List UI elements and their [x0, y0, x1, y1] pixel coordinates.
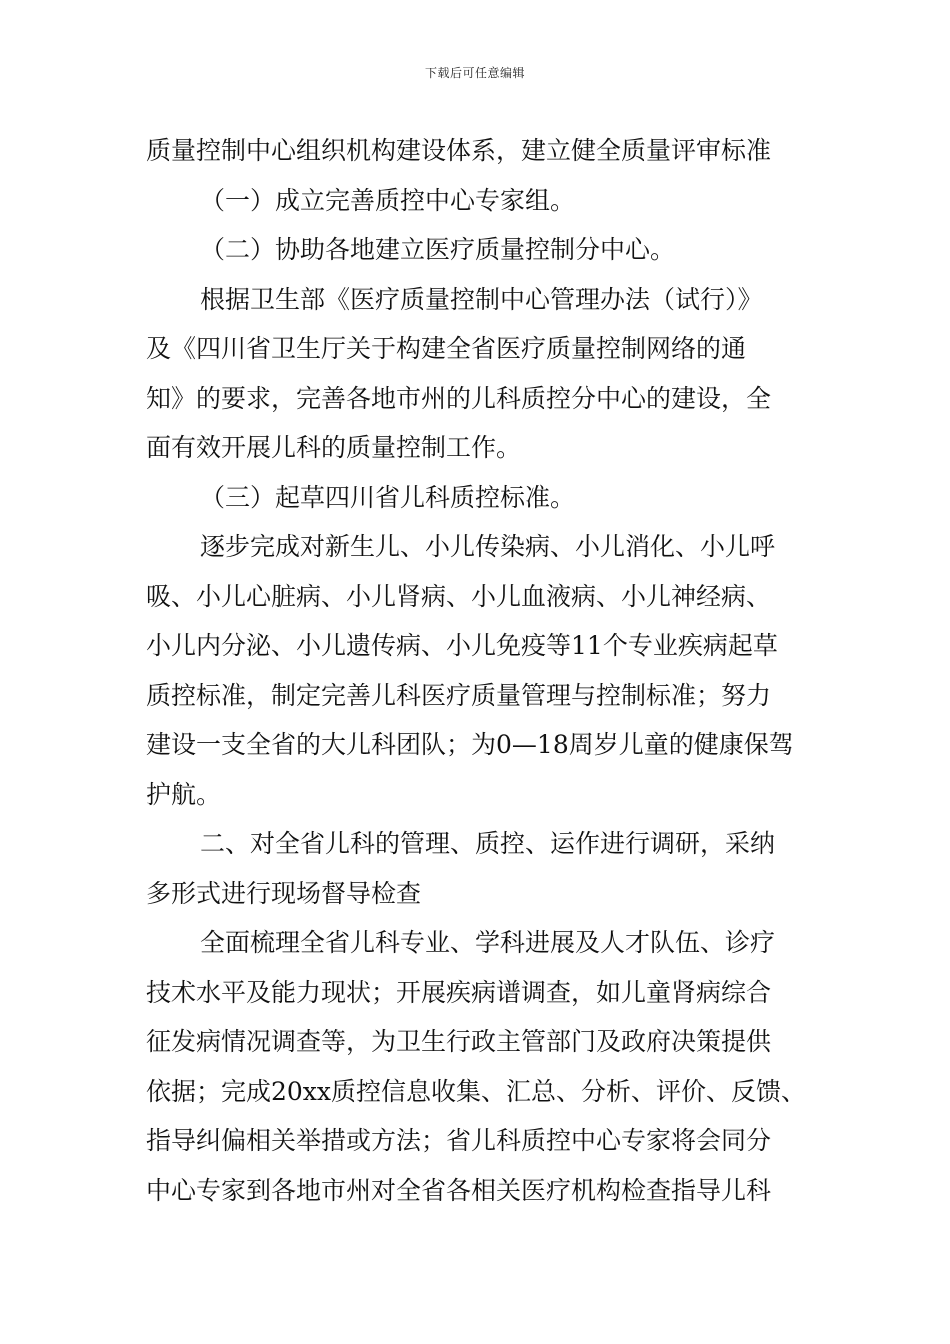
text-line: （一）成立完善质控中心专家组。 [200, 185, 576, 215]
text-line: 及《四川省卫生厅关于构建全省医疗质量控制网络的通 [146, 334, 747, 363]
text-line: 指导纠偏相关举措或方法；省儿科质控中心专家将会同分 [146, 1126, 772, 1155]
text-line: 小儿内分泌、小儿遗传病、小儿免疫等11个专业疾病起草 [146, 631, 778, 660]
text-line: 依据；完成20xx质控信息收集、汇总、分析、评价、反馈、 [146, 1076, 807, 1106]
page-header: 下载后可任意编辑 [424, 66, 525, 80]
text-line: 技术水平及能力现状；开展疾病谱调查，如儿童肾病综合 [146, 977, 772, 1007]
text-line: 吸、小儿心脏病、小儿肾病、小儿血液病、小儿神经病、 [146, 581, 772, 611]
text-line: 征发病情况调查等，为卫生行政主管部门及政府决策提供 [146, 1027, 772, 1056]
text-line: 质控标准，制定完善儿科医疗质量管理与控制标准；努力 [146, 680, 772, 710]
text-line: （二）协助各地建立医疗质量控制分中心。 [200, 235, 676, 264]
text-line: 二、对全省儿科的管理、质控、运作进行调研，采纳 [200, 829, 776, 858]
text-line: 根据卫生部《医疗质量控制中心管理办法（试行）》 [200, 284, 763, 314]
text-line: （三）起草四川省儿科质控标准。 [200, 482, 576, 512]
text-line: 全面梳理全省儿科专业、学科进展及人才队伍、诊疗 [200, 928, 776, 957]
text-line: 逐步完成对新生儿、小儿传染病、小儿消化、小儿呼 [200, 532, 776, 561]
text-line: 面有效开展儿科的质量控制工作。 [146, 433, 522, 462]
document-body [146, 126, 816, 1215]
text-line: 多形式进行现场督导检查 [146, 878, 422, 908]
text-line: 知》的要求，完善各地市州的儿科质控分中心的建设，全 [146, 383, 772, 413]
text-line: 质量控制中心组织机构建设体系，建立健全质量评审标准 [146, 136, 772, 165]
text-line: 建设一支全省的大儿科团队；为0—18周岁儿童的健康保驾 [146, 730, 794, 759]
text-line: 中心专家到各地市州对全省各相关医疗机构检查指导儿科 [146, 1175, 772, 1205]
text-line: 护航。 [146, 779, 222, 809]
